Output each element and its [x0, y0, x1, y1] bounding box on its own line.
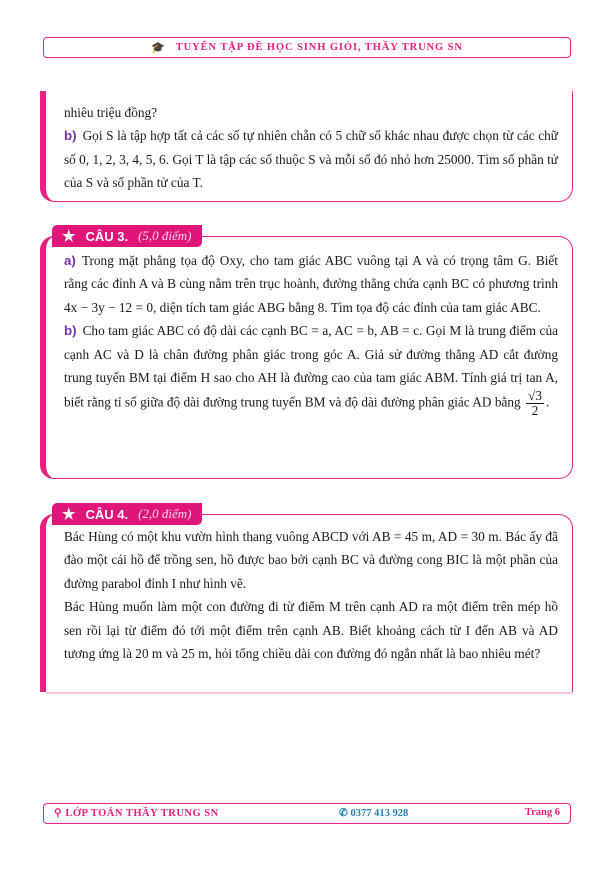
page-header: [43, 37, 571, 58]
cau4-paragraph-1: Bác Hùng có một khu vườn hình thang vuông ABCD với AB = 45 m, AD = 30 m. Bác ấy đã đào một cái hồ để trồng sen, hồ được bao bởi cạnh BC và đường cong BIC là một phần của đường parabol đỉnh I như hình vẽ.: [64, 529, 558, 591]
cau3-b-label: b): [64, 323, 77, 339]
page-number: Trang 6: [524, 807, 560, 818]
map-pin-icon: ⚲: [54, 808, 66, 819]
footer-phone: [339, 807, 408, 819]
part-b-label: b): [64, 128, 77, 144]
cau3-points: (5,0 điểm): [138, 228, 192, 243]
lead-text: nhiêu triệu đồng?: [64, 105, 158, 120]
cau3-content: [64, 249, 558, 418]
cau3-badge: [52, 225, 202, 247]
cau3-a-label: a): [64, 253, 76, 268]
ratio-fraction: [526, 389, 544, 418]
page-footer: [43, 803, 571, 824]
header-title: TUYỂN TẬP ĐỀ HỌC SINH GIỎI, THẦY TRUNG SN: [175, 42, 463, 53]
cau4-content: [64, 525, 558, 665]
cau4-points: (2,0 điểm): [138, 506, 192, 521]
star-icon: ★: [62, 506, 76, 523]
phone-icon: ✆: [339, 808, 351, 819]
cau3-part-b: [64, 319, 558, 418]
part-b-text: Gọi S là tập hợp tất cả các số tự nhiên chẵn có 5 chữ số khác nhau được chọn từ các chữ số 0, 1, 2, 3, 4, 5, 6. Gọi T là tập các số thuộc S và mỗi số đó nhỏ hơn 25000. Tìm số phần tử của S và số phần tử của T.: [64, 128, 558, 191]
cau3-part-a: [64, 249, 558, 319]
cau4-title: CÂU 4.: [85, 506, 129, 522]
cau4-paragraph-2: Bác Hùng muốn làm một con đường đi từ điểm M trên cạnh AD ra một điểm trên mép hồ sen rồi lại từ điểm đó tới một điểm trên cạnh AB. Biết khoảng cách từ I đến AB và AD tương ứng là 20 m và 25 m, hỏi tổng chiều dài con đường đó ngắn nhất là bao nhiêu mét?: [64, 599, 558, 662]
section-top-content: [64, 101, 558, 195]
cau3-b-text: Cho tam giác ABC có độ dài các cạnh BC = a, AC = b, AB = c. Gọi M là trung điểm của cạnh AC và D là chân đường phân giác trong góc A. Giả sử đường thẳng AD cắt đường trung tuyến BM tại điểm H sao cho AH là đường cao của tam giác ABM. Tính giá trị tan A, biết rằng tỉ số giữa độ dài đường trung tuyến BM và độ dài đường phân giác AD bằng: [64, 323, 558, 410]
cau3-title: CÂU 3.: [85, 228, 129, 244]
footer-phone-number: 0377 413 928: [350, 808, 409, 819]
fraction-numerator: √3: [528, 388, 542, 404]
part-b-paragraph: [64, 124, 558, 194]
fraction-denominator: 2: [531, 403, 539, 419]
cau3-a-text: Trong mặt phẳng tọa độ Oxy, cho tam giác ABC vuông tại A và có trọng tâm G. Biết rằng các đỉnh A và B cùng nằm trên trục hoành, đường thẳng chứa cạnh BC có phương trình 4x − 3y − 12 = 0, diện tích tam giác ABG bằng 8. Tìm tọa độ các đỉnh của tam giác ABC.: [64, 253, 558, 315]
graduation-cap-icon: 🎓: [151, 42, 166, 54]
footer-left: [54, 807, 219, 819]
cau3-b-end: .: [545, 394, 550, 410]
cau4-badge: [52, 503, 202, 525]
star-icon: ★: [62, 228, 76, 245]
footer-class-name: LỚP TOÁN THẦY TRUNG SN: [65, 808, 219, 819]
